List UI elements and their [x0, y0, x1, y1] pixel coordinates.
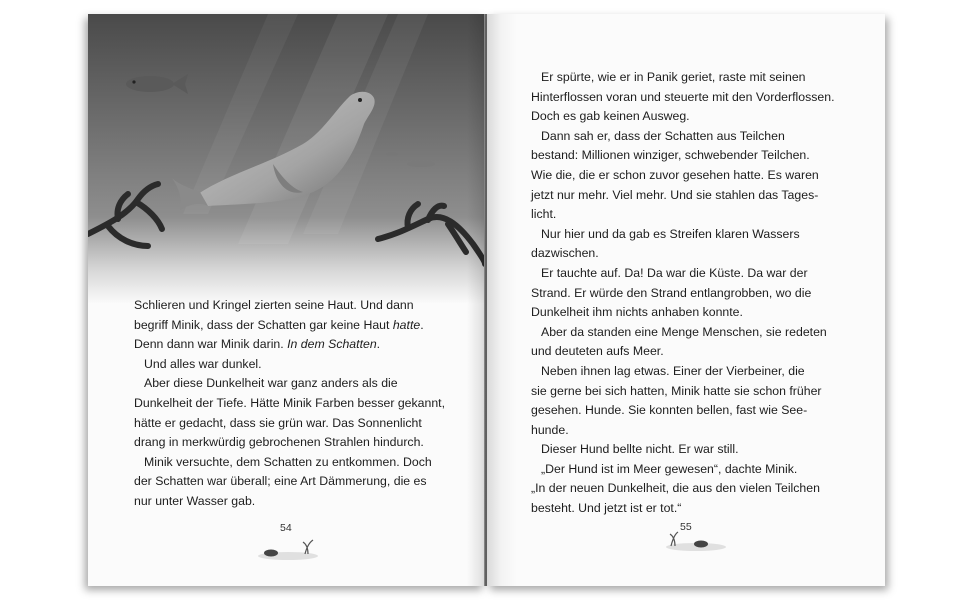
small-fish-icon	[126, 76, 174, 92]
seal-underwater-illustration	[88, 14, 485, 304]
left-page-text	[134, 296, 445, 512]
text-line: jetzt nur mehr. Viel mehr. Und sie stahlen das Tages-	[531, 187, 819, 202]
text-line: Nur hier und da gab es Streifen klaren Wassers	[541, 226, 800, 241]
text-line: und deuteten aufs Meer.	[531, 344, 664, 359]
text-line: Schlieren und Kringel zierten seine Haut. Und dann	[134, 298, 414, 312]
text-line: Aber da standen eine Menge Menschen, sie redeten	[541, 324, 827, 339]
text-line: Aber diese Dunkelheit war ganz anders als die	[144, 376, 398, 391]
page-ornament-icon	[253, 532, 323, 564]
right-page	[487, 14, 885, 586]
text-line: „In der neuen Dunkelheit, die aus den vielen Teilchen	[531, 481, 820, 496]
text-line: Und alles war dunkel.	[144, 356, 262, 371]
text-line: Dunkelheit der Tiefe. Hätte Minik Farben besser gekannt,	[134, 395, 446, 410]
text-line: Doch es gab keinen Ausweg.	[531, 109, 690, 124]
page-number-left: 54	[280, 522, 292, 534]
text-line: Wie die, die er schon zuvor gesehen hatte. Es waren	[531, 167, 819, 182]
text-line: nur unter Wasser gab.	[134, 493, 256, 508]
text-line: begriff Minik, dass der Schatten gar keine Haut hatte.	[134, 317, 424, 332]
text-line: hätte er gedacht, dass sie grün war. Das Sonnenlicht	[134, 415, 422, 430]
text-line: drang in merkwürdig gebrochenen Strahlen hindurch.	[134, 435, 424, 450]
text-line: sie gerne bei sich hatten, Minik hatte sie schon früher	[531, 383, 822, 398]
text-line: Dieser Hund bellte nicht. Er war still.	[541, 442, 739, 457]
text-line: Dunkelheit ihm nichts anhaben konnte.	[531, 305, 743, 320]
text-line: Er spürte, wie er in Panik geriet, raste mit seinen	[541, 70, 806, 84]
text-line: Hinterflossen voran und steuerte mit den Vorderflossen.	[531, 89, 835, 104]
text-line: Denn dann war Minik darin. In dem Schatten.	[134, 337, 381, 352]
text-line: der Schatten war überall; eine Art Dämmerung, die es	[134, 474, 427, 489]
text-line: hunde.	[531, 422, 569, 437]
left-page	[88, 14, 485, 586]
text-line: Er tauchte auf. Da! Da war die Küste. Da war der	[541, 265, 808, 280]
page-ornament-icon	[661, 520, 731, 554]
open-book	[88, 14, 885, 586]
text-line: besteht. Und jetzt ist er tot.“	[531, 501, 682, 516]
text-line: Minik versuchte, dem Schatten zu entkommen. Doch	[144, 454, 432, 469]
text-line: gesehen. Hunde. Sie konnten bellen, fast wie See-	[531, 403, 808, 418]
right-page-text	[531, 68, 835, 519]
text-line: „Der Hund ist im Meer gewesen“, dachte Minik.	[541, 461, 798, 476]
text-line: dazwischen.	[531, 246, 599, 261]
text-line: licht.	[531, 207, 557, 222]
text-line: Strand. Er würde den Strand entlangrobben, wo die	[531, 285, 812, 300]
text-line: Dann sah er, dass der Schatten aus Teilchen	[541, 128, 785, 143]
text-line: bestand: Millionen winziger, schwebender Teilchen.	[531, 148, 810, 163]
text-line: Neben ihnen lag etwas. Einer der Vierbeiner, die	[541, 363, 805, 378]
page-number-right: 55	[680, 521, 692, 533]
